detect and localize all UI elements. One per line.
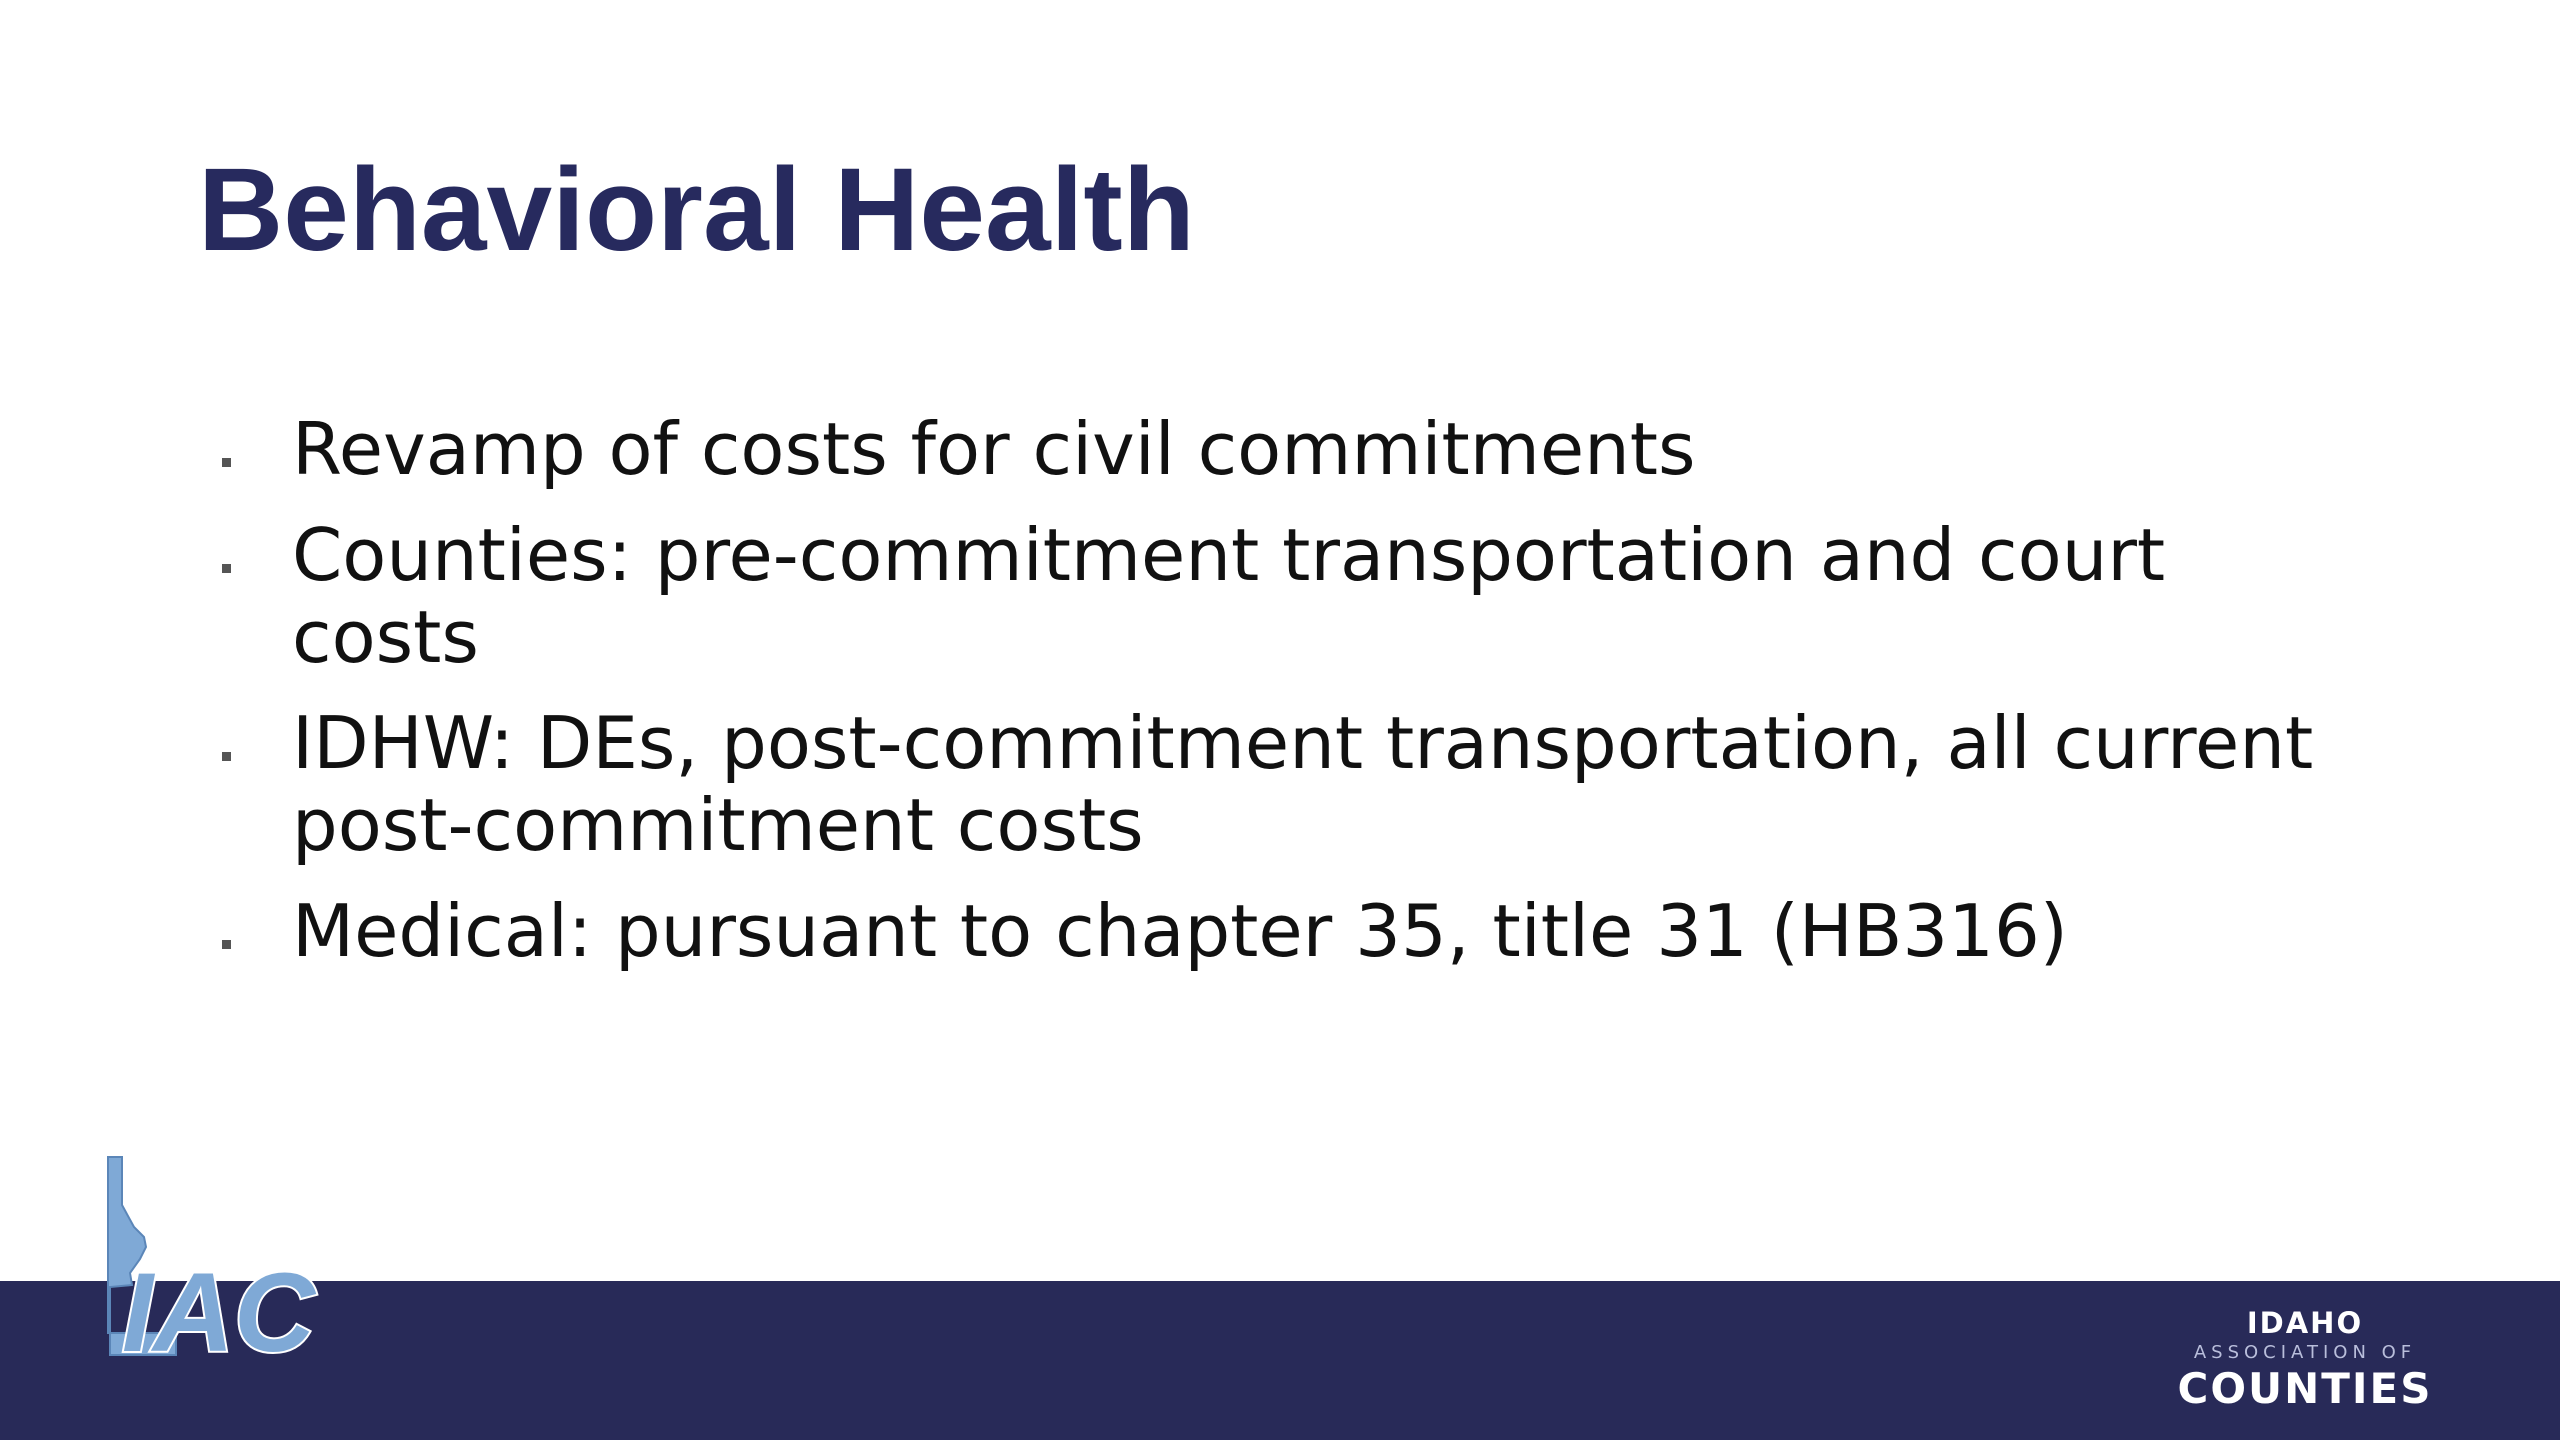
bullet-text: Counties: pre-commitment transportation and court costs: [292, 513, 2166, 679]
bullet-marker-icon: [222, 752, 231, 761]
bullet-item: [214, 408, 2364, 490]
org-name-line1: IDAHO: [2246, 1306, 2364, 1340]
bullet-marker-icon: [222, 458, 231, 467]
bullet-item: [214, 514, 2364, 678]
logo-text: IAC: [122, 1250, 315, 1375]
bullet-text: IDHW: DEs, post-commitment transportation, all current post-commitment costs: [292, 701, 2314, 867]
org-wordmark: [2160, 1305, 2450, 1413]
bullet-marker-icon: [222, 940, 231, 949]
slide-title: Behavioral Health: [198, 144, 1195, 276]
bullet-text: Revamp of costs for civil commitments: [292, 407, 1696, 491]
bullet-list: [214, 408, 2364, 996]
org-name-line2: ASSOCIATION OF: [2193, 1342, 2417, 1363]
bullet-text: Medical: pursuant to chapter 35, title 31 (HB316): [292, 889, 2068, 973]
bullet-item: [214, 890, 2364, 972]
bullet-marker-icon: [222, 564, 231, 573]
bullet-item: [214, 702, 2364, 866]
iac-logo: [100, 1155, 330, 1375]
org-name-line3: COUNTIES: [2177, 1364, 2433, 1413]
